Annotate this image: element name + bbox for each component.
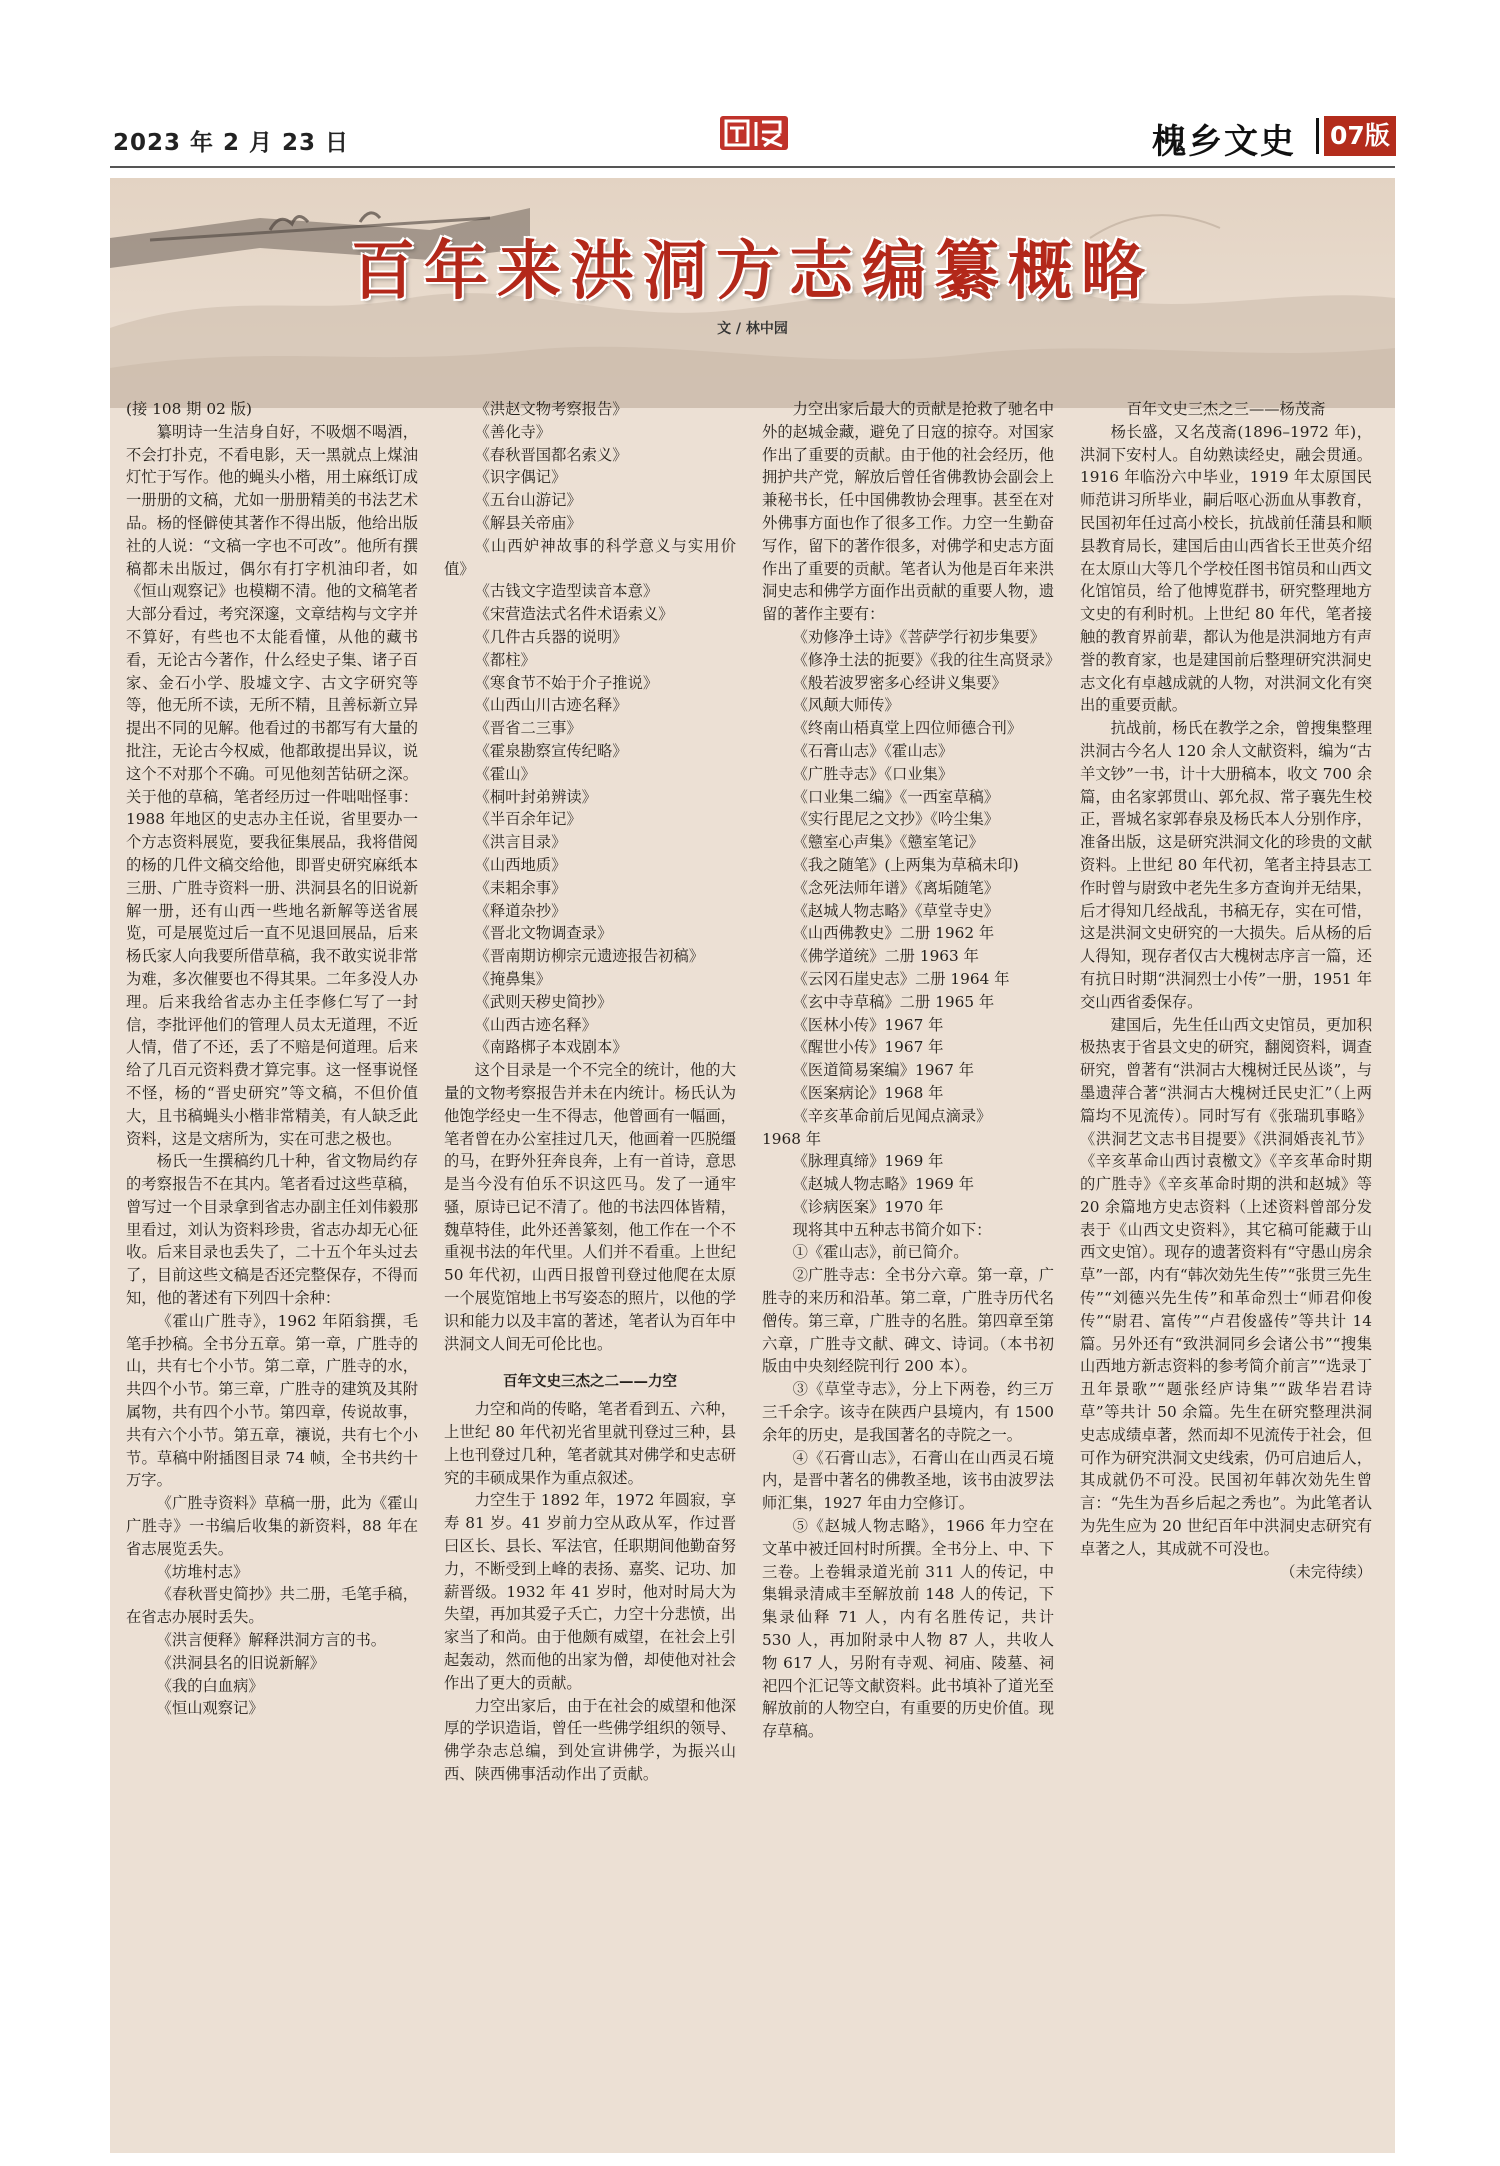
book-title: 《广胜寺志》《口业集》 [792,764,954,783]
book-title: 《我之随笔》(上两集为草稿未印) [792,855,1019,874]
book-title: 《戆室心声集》《戆室笔记》 [792,833,984,852]
paragraph: 力空生于 1892 年，1972 年圆寂，享寿 81 岁。41 岁前力空从政从军，作过晋曰区长、县长、军法官，任职期间他勤奋努力，不断受到上峰的表扬、嘉奖、记功、加薪晋级。1932 年 41 岁时，他对时局大为失望，再加其爱子夭亡，力空十分悲愤，出家当了和尚。由于他颇有威望，在社会上引起轰动，然而他的出家为僧，却使他对社会作出了更大的贡献。 [444,1491,736,1692]
book-title: 《寒食节不始于介子推说》 [474,673,659,692]
paragraph: 杨长盛，又名茂斋(1896–1972 年)，洪洞下安村人。自幼熟读经史，融会贯通。1916 年临汾六中毕业，1919 年太原国民师范讲习所毕业，嗣后呕心沥血从事教育，民国初年任过高小校长，抗战前任蒲县和顺县教育局长，建国后由山西省长王世英介绍在太原山大等几个学校任图书馆员和山西文化馆馆员，给了他博览群书，研究整理地方文史的有利时机。上世纪 80 年代，笔者接触的教育界前辈，都认为他是洪洞地方有声誉的教育家，也是建国前后整理研究洪洞史志文化有卓越成就的人物，对洪洞文化有突出的重要贡献。 [1080,422,1372,715]
book-title: 《山西山川古迹名释》 [474,696,628,715]
paragraph: 《洪言便释》解释洪洞方言的书。 [156,1631,387,1650]
paragraph: 现将其中五种志书简介如下： [792,1220,992,1239]
section-title: 槐乡文史 [1152,122,1296,162]
article-column-1 [126,398,418,1720]
book-title: 《解县关帝庙》 [474,513,582,532]
book-title: 《石膏山志》《霍山志》 [792,741,954,760]
book-list [762,626,1061,1219]
book-title: 《醒世小传》1967 年 [792,1038,944,1057]
book-title: 《山西佛教史》二册 1962 年 [792,924,995,943]
paragraph: 《洪洞县名的旧说新解》 [156,1653,325,1672]
subheading: 百年文史三杰之三——杨茂斋 [1126,400,1326,418]
article-column-3 [762,398,1061,1743]
article-column-2 [444,398,736,1786]
book-title: 《念死法师年谱》《离垢随笔》 [792,878,1000,897]
paragraph: 《坊堆村志》 [156,1562,249,1581]
paragraph: 《恒山观察记》 [156,1699,264,1718]
book-title: 《佛学道统》二册 1963 年 [792,947,979,966]
book-title: 《霍山》 [474,764,536,783]
paragraph: 纂明诗一生洁身自好，不吸烟不喝酒，不会打扑克，不看电影，天一黑就点上煤油灯忙于写作。他的蝇头小楷，用土麻纸订成一册册的文稿，尤如一册册精美的书法艺术品。杨的怪僻使其著作不得出版，他给出版社的人说：“文稿一字也不可改”。他所有撰稿都未出版过，偶尔有打字机油印者，如《恒山观察记》也模糊不清。他的文稿笔者大部分看过，考究深邃，文章结构与文字并不算好，有些也不太能看懂，从他的藏书看，无论古今著作，什么经史子集、诸子百家、金石小学、股墟文字、古文字研究等等，他无所不读，无所不精，且善标新立异提出不同的见解。他看过的书都写有大量的批注，无论古今权威，他都敢提出异议，说这个不对那个不确。可见他刻苦钻研之深。关于他的草稿，笔者经历过一件咄咄怪事：1988 年地区的史志办主任说，省里要办一个方志资料展览，要我征集展品，我将借阅的杨的几件文稿交给他，即晋史研究麻纸本三册、广胜寺资料一册、洪洞县名的旧说新解一册，还有山西一些地名新解等送省展览，可是展览过后一直不见退回展品，后来杨氏家人向我要所借草稿，我不敢实说非常为难，多次催要也不得其果。二年多没人办理。后来我给省志办主任李修仁写了一封信，李批评他们的管理人员太无道理，不近人情，借了不还，丢了不赔是何道理。后来给了几百元资料费才算完事。这一怪事说怪不怪，杨的“晋史研究”等文稿，不但价值大，且书稿蝇头小楷非常精美，有人缺乏此资料，这是文痞所为，实在可悲之极也。 [126,422,418,1148]
book-title: 《洪言目录》 [474,833,567,852]
header-rule [110,166,1395,168]
paragraph: 这个目录是一个不完全的统计，他的大量的文物考察报告并未在内统计。杨氏认为他饱学经史一生不得志，他曾画有一幅画，笔者曾在办公室挂过几天，他画着一匹脱缰的马，在野外狂奔良奔，上有一首诗，意思是当今没有伯乐不识这匹马。发了一通牢骚，原诗已记不清了。他的书法四体皆精，魏草特佳，此外还善篆刻，他工作在一个不重视书法的年代里。人们并不看重。上世纪 50 年代初，山西日报曾刊登过他爬在太原一个展览馆地上书写姿态的照片，以他的学识和能力以及丰富的著述，笔者认为百年中洪洞文人间无可伦比也。 [444,1061,736,1353]
book-title: 《口业集二编》《一西室草稿》 [792,787,1000,806]
book-title: 《五台山游记》 [474,491,582,510]
book-title: 《洪赵文物考察报告》 [474,400,628,418]
header-divider [1316,118,1319,154]
paragraph: 力空和尚的传略，笔者看到五、六种，上世纪 80 年代初光省里就刊登过三种，县上也刊登过几种，笔者就其对佛学和史志研究的丰硕成果作为重点叙述。 [444,1400,736,1487]
book-title: 《识字偶记》 [474,468,567,487]
book-title: 《掩鼻集》 [474,969,552,988]
book-title: 《诊病医案》1970 年 [792,1197,944,1216]
book-title: 《宋营造法式名件术语索义》 [474,605,674,624]
paragraph: 《广胜寺资料》草稿一册，此为《霍山广胜寺》一书编后收集的新资料，88 年在省志展览丢失。 [126,1494,418,1558]
book-title: 《霍泉勘察宣传纪略》 [474,741,628,760]
book-list [444,398,736,1059]
book-title: 《山西妒神故事的科学意义与实用价值》 [444,536,736,578]
paragraph: ①《霍山志》，前已简介。 [792,1243,969,1262]
book-title: 《玄中寺草稿》二册 1965 年 [792,992,995,1011]
book-title: 《云冈石崖史志》二册 1964 年 [792,969,1010,988]
paragraph: ③《草堂寺志》，分上下两卷，约三万三千余字。该寺在陕西户县境内，有 1500 余年的历史，是我国著名的寺院之一。 [762,1380,1054,1444]
book-title: 《都柱》 [474,650,536,669]
book-title: 《终南山梧真堂上四位师德合刊》 [792,719,1023,738]
paragraph: (接 108 期 02 版) [126,400,252,418]
page-number-badge: 07版 [1324,116,1396,156]
subheading: 百年文史三杰之二——力空 [503,1374,677,1391]
book-title: 《桐叶封弟辨读》 [474,787,597,806]
book-title: 《武则天秽史简抄》 [474,992,613,1011]
paragraph: 杨氏一生撰稿约几十种，省文物局约存的考察报告不在其内。笔者看过这些草稿，曾写过一个目录拿到省志办副主任刘伟毅那里看过，刘认为资料珍贵，省志办却无心征收。后来目录也丢失了，二十五个年头过去了，目前这些文稿是否还完整保存，不得而知，他的著述有下列四十余种： [126,1152,418,1308]
paragraph: 建国后，先生任山西文史馆员，更加积极热衷于省县文史的研究，翻阅资料，调查研究，曾著有“洪洞古大槐树迁民丛谈”，与墨遗萍合著“洪洞古大槐树迁民史汇”（上两篇均不见流传）。同时写有《张瑞玑事略》《洪洞艺文志书目提要》《洪洞婚丧礼节》《辛亥革命山西讨袁檄文》《辛亥革命时期的广胜寺》《辛亥革命时期的洪和赵城》等 20 余篇地方史志资料（上述资料曾部分发表于《山西文史资料》，其它稿可能藏于山西文史馆）。现存的遗著资料有“守愚山房余草”一部，内有“韩次効先生传”“张贯三先生传”“刘德兴先生传”和革命烈士“师君仰俊传”“尉君、富传”“卢君俊盛传”等共计 14 篇。另外还有“致洪洞同乡会诸公书”“搜集山西地方新志资料的参考简介前言”“选录丁丑年景歌”“题张经庐诗集”“跋华岩君诗草”等共计 50 余篇。先生在研究整理洪洞史志成绩卓著，然而却不见流传于社会，但可作为研究洪洞文史线索，仍可启迪后人，其成就仍不可没。民国初年韩次効先生曾言：“先生为吾乡后起之秀也”。为此笔者认为先生应为 20 世纪百年中洪洞史志研究有卓著之人，其成就不可没也。 [1080,1015,1372,1558]
book-title: 《风颠大师传》 [792,696,900,715]
book-title: 《医道简易案编》1967 年 [792,1061,975,1080]
paragraph: 《霍山广胜寺》，1962 年陌翁撰，毛笔手抄稿。全书分五章。第一章，广胜寺的山，共有七个小节。第二章，广胜寺的水，共四个小节。第三章，广胜寺的建筑及其附属物，共有四个小节。第四章，传说故事，共有六个小节。第五章，禳说，共有七个小节。草稿中附插图目录 74 帧，全书共约十万字。 [126,1311,418,1490]
paragraph: 《春秋晋史简抄》共二册，毛笔手稿，在省志办展时丢失。 [126,1585,418,1627]
paragraph: 力空出家后，由于在社会的威望和他深厚的学识造诣，曾任一些佛学组织的领导、佛学杂志总编，到处宣讲佛学，为振兴山西、陕西佛事活动作出了贡献。 [444,1696,736,1784]
book-title: 《南路梆子本戏剧本》 [474,1038,628,1057]
book-title: 《修净土法的扼要》《我的往生高贤录》 [792,650,1061,669]
book-title: 《赵城人物志略》1969 年 [792,1175,975,1194]
paragraph: 抗战前，杨氏在教学之余，曾搜集整理洪洞古今名人 120 余人文献资料，编为“古羊文钞”一书，计十大册稿本，收文 700 余篇，由名家郭贯山、郭允叔、常子襄先生校正，晋城名家郭春泉及杨氏本人分别作序，准备出版，这是研究洪洞文化的珍贵的文献资料。上世纪 80 年代初，笔者主持县志工作时曾与尉致中老先生多方查询并无结果，后才得知几经战乱，书稿无存，实在可惜，这是洪洞文史研究的一大损失。后从杨的后人得知，现存者仅古大槐树志序言一篇，还有抗日时期“洪洞烈士小传”一册，1951 年交山西省委保存。 [1080,719,1372,1011]
book-title: 《辛亥革命前后见闻点滴录》 [792,1106,992,1125]
book-title: 《半百余年记》 [474,810,582,829]
book-title: 《赵城人物志略》《草堂寺史》 [792,901,1000,920]
book-title: 《善化寺》 [474,422,552,441]
paragraph: ②广胜寺志：全书分六章。第一章，广胜寺的来历和沿革。第二章，广胜寺历代名僧传。第三章，广胜寺的名胜。第四章至第六章，广胜寺文献、碑文、诗词。（本书初版由中央刻经院刊行 200 本）。 [762,1266,1054,1376]
book-title: 《释道杂抄》 [474,901,567,920]
issue-date: 2023 年 2 月 23 日 [113,130,350,156]
book-title: 1968 年 [762,1129,822,1148]
article-column-4 [1080,398,1372,1583]
book-title: 《般若波罗密多心经讲义集要》 [792,673,1007,692]
book-title: 《劝修净土诗》《菩萨学行初步集要》 [792,627,1045,646]
book-title: 《几件古兵器的说明》 [474,627,628,646]
book-title: 《山西地质》 [474,855,567,874]
to-be-continued: （未完待续） [1280,1562,1372,1581]
book-title: 《晋省二三事》 [474,719,582,738]
book-title: 《晋北文物调查录》 [474,924,613,943]
paragraph: 《我的白血病》 [156,1676,264,1695]
book-title: 《脉理真缔》1969 年 [792,1152,944,1171]
article-byline: 文 / 林中园 [717,321,788,337]
article-title: 百年来洪洞方志编纂概略 [351,235,1154,309]
book-title: 《山西古迹名释》 [474,1015,597,1034]
paragraph: ④《石膏山志》，石膏山在山西灵石境内，是晋中著名的佛教圣地，该书由波罗法师汇集，1927 年由力空修订。 [762,1448,1054,1513]
paragraph: ⑤《赵城人物志略》，1966 年力空在文革中被迁回村时所撰。全书分上、中、下三卷。上卷辑录道光前 311 人的传记，中集辑录清咸丰至解放前 148 人的传记，下集录仙释 71 人，内有名胜传记，共计 530 人，再加附录中人物 87 人，共收人物 617 人，另附有寺观、祠庙、陵墓、祠祀四个汇记等文献资料。此书填补了道光至解放前的人物空白，有重要的历史价值。现存草稿。 [762,1517,1054,1741]
paragraph: 力空出家后最大的贡献是抢救了驰名中外的赵城金藏，避免了日寇的掠夺。对国家作出了重要的贡献。由于他的社会经历，他拥护共产党，解放后曾任省佛教协会副会上兼秘书长，任中国佛教协会理事。甚至在对外佛事方面也作了很多工作。力空一生勤奋写作，留下的著作很多，对佛学和史志方面作出了重要的贡献。笔者认为他是百年来洪洞史志和佛学方面作出贡献的重要人物，遗留的著作主要有： [762,400,1054,624]
book-title: 《耒耜余事》 [474,878,567,897]
book-title: 《晋南期访柳宗元遗迹报告初稿》 [474,947,705,966]
book-title: 《春秋晋国都名索义》 [474,445,628,464]
book-title: 《古钱文字造型读音本意》 [474,582,659,601]
book-title: 《实行毘尼之文抄》《吟尘集》 [792,810,1000,829]
newspaper-logo [718,112,790,154]
book-title: 《医案病论》1968 年 [792,1083,944,1102]
book-title: 《医林小传》1967 年 [792,1015,944,1034]
